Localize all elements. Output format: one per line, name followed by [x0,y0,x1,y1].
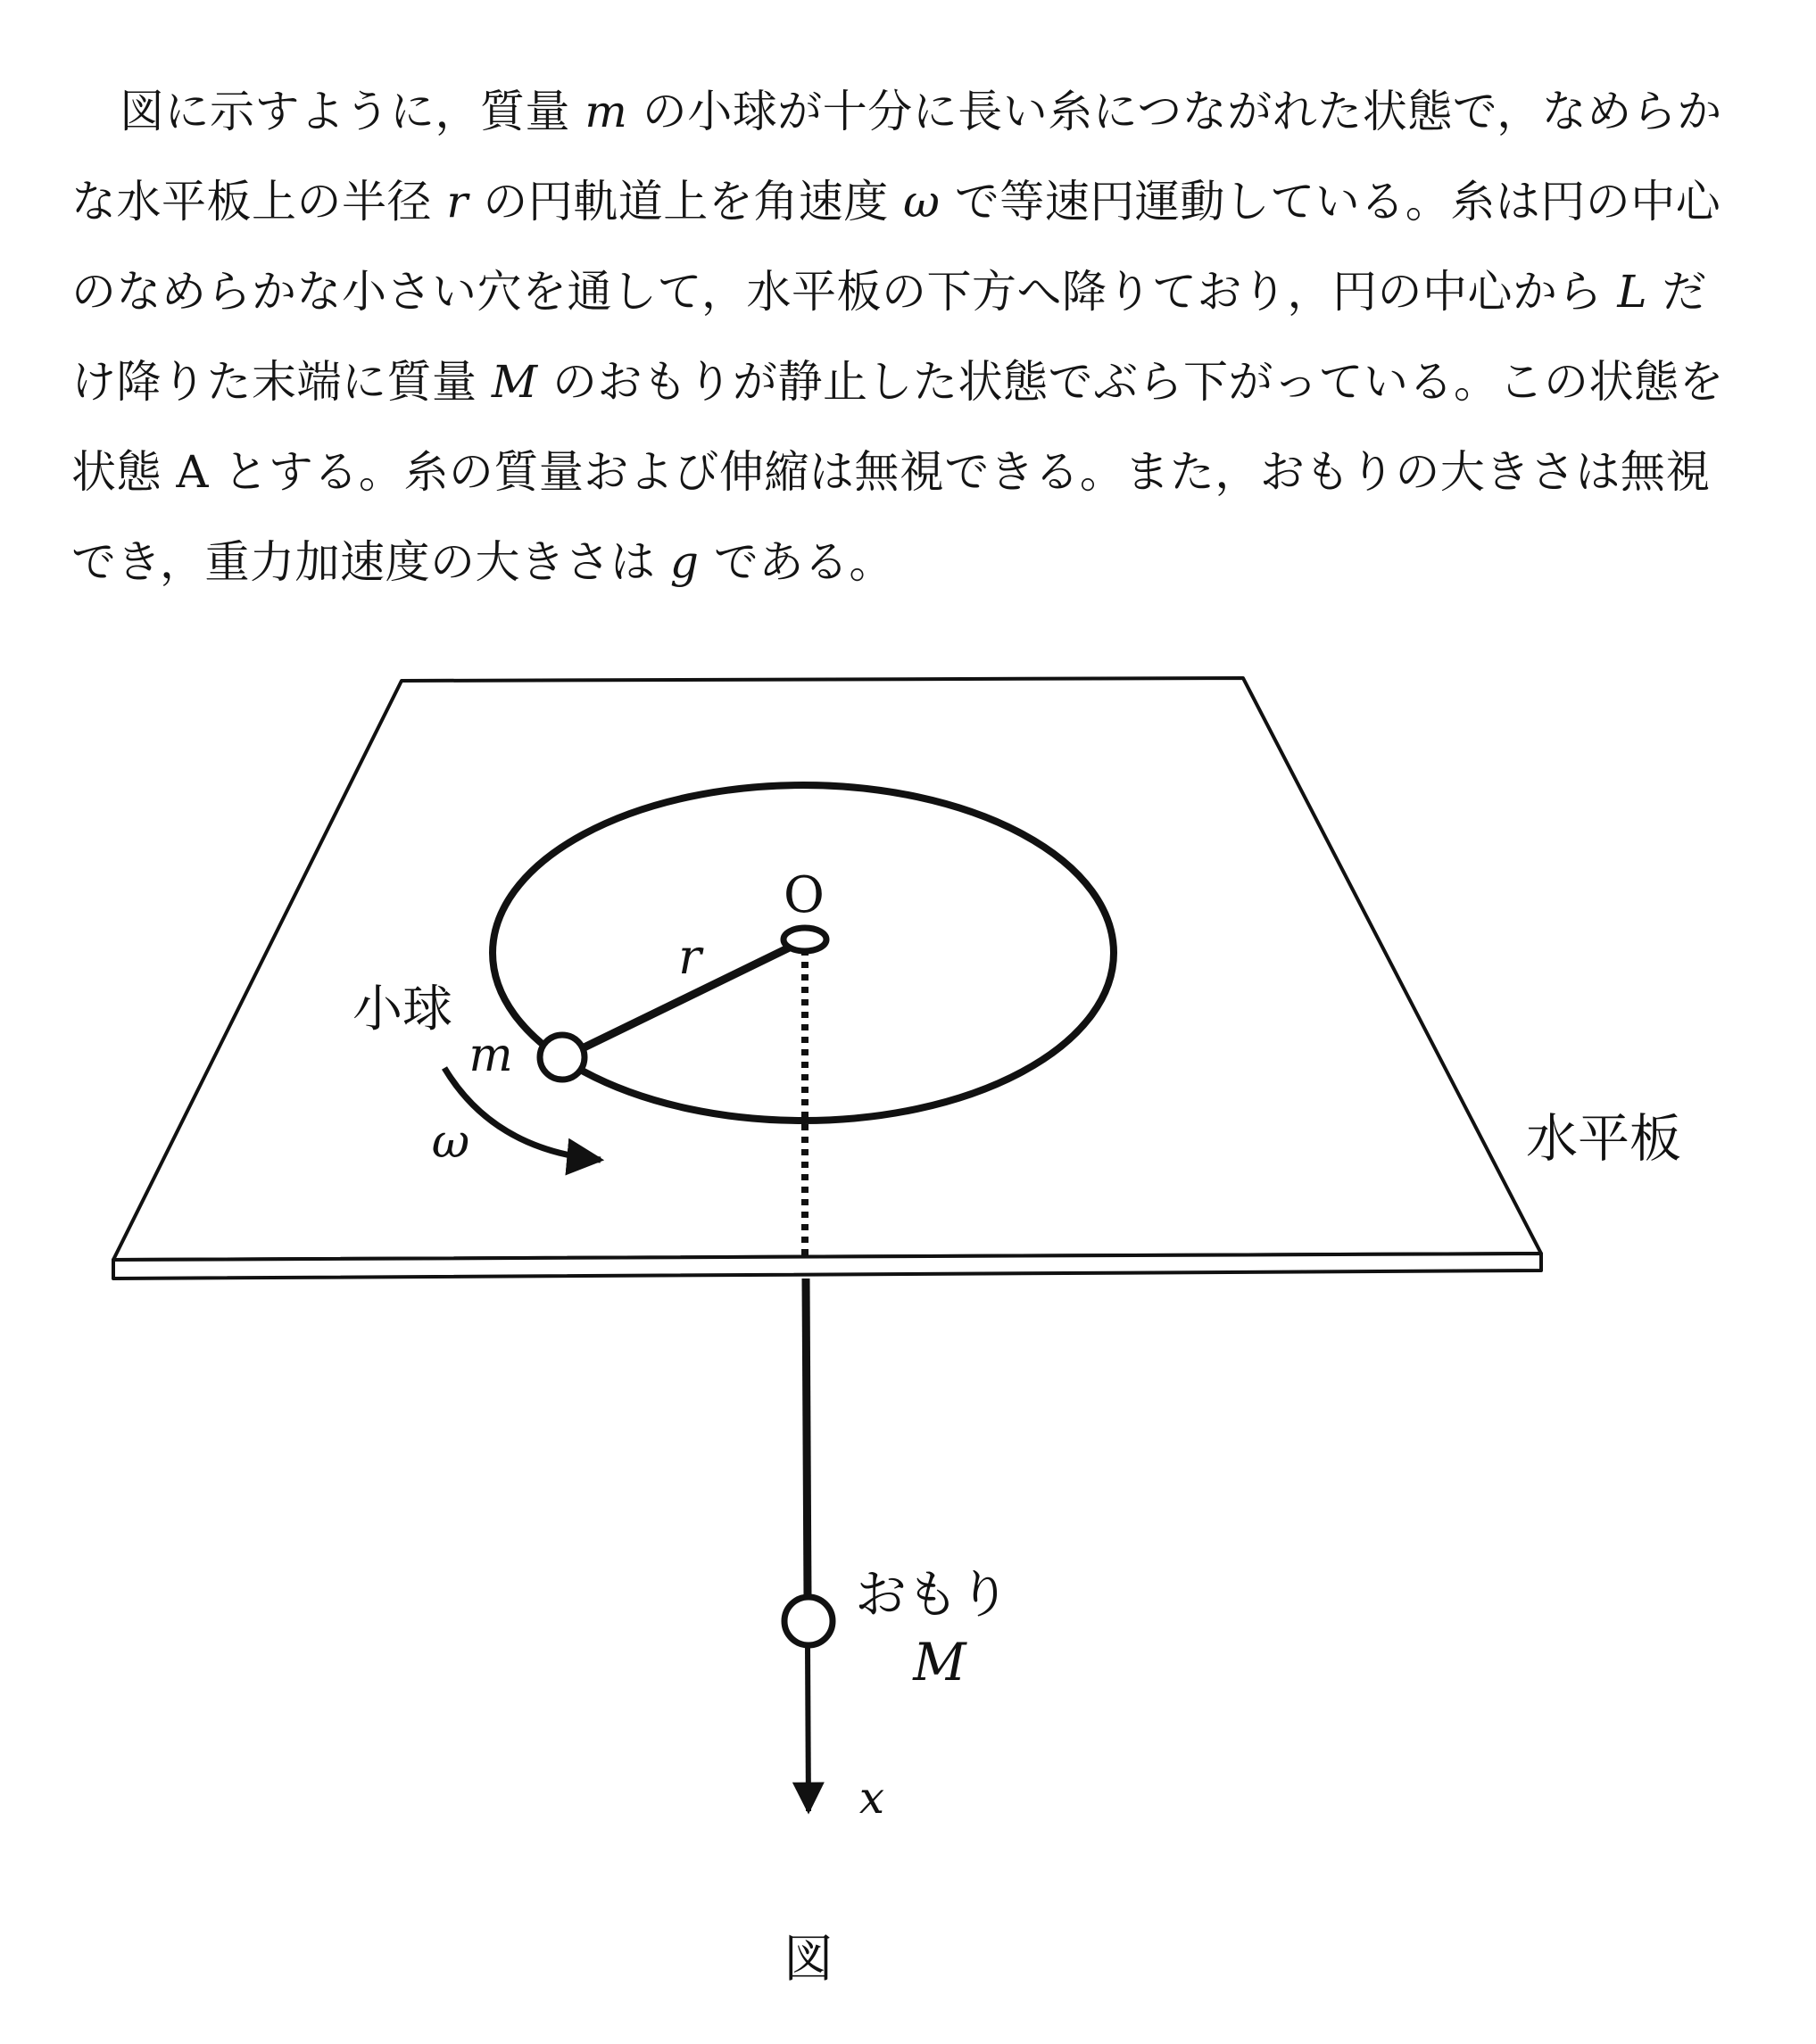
label-x: x [858,1772,885,1824]
figure-caption: 図 [784,1931,833,1989]
var-m: m [585,86,628,137]
problem-text-6: のおもりが静止した状態でぶら下がっている。この状態を状態 A とする。糸の質量および伸縮は無視できる。また，おもりの大きさは無視でき，重力加速度の大きさは [71,356,1725,588]
small-ball [540,1035,585,1080]
label-omega: ω [431,1115,470,1169]
label-weight: おもり [855,1564,1011,1625]
label-ball: 小球 [352,981,452,1039]
var-M: M [491,356,538,408]
horizontal-plate [113,678,1541,1260]
problem-text-5: だけ降りた末端に質量 [71,266,1708,408]
label-O: O [784,866,825,924]
label-plate: 水平板 [1526,1108,1682,1169]
problem-text-2: の小球が十分に長い糸につながれた状態で，なめらかな水平板上の半径 [71,86,1722,228]
string-below [806,1279,808,1597]
var-omega: ω [903,176,941,228]
label-M: M [913,1632,966,1692]
weight [784,1597,833,1645]
problem-text-7: である。 [713,536,894,588]
problem-text-4: で等速円運動している。糸は円の中心のなめらかな小さい穴を通して，水平板の下方へ降りており，円の中心から [71,176,1721,318]
label-r: r [678,929,701,985]
var-g: g [669,536,700,588]
var-r: r [446,176,469,228]
var-L: L [1617,266,1648,318]
plate-edge [113,1254,1541,1279]
label-m: m [469,1029,513,1082]
center-hole [784,928,826,951]
problem-text-1: 図に示すように，質量 [120,86,570,137]
problem-text-3: の円軌道上を角速度 [483,176,889,228]
